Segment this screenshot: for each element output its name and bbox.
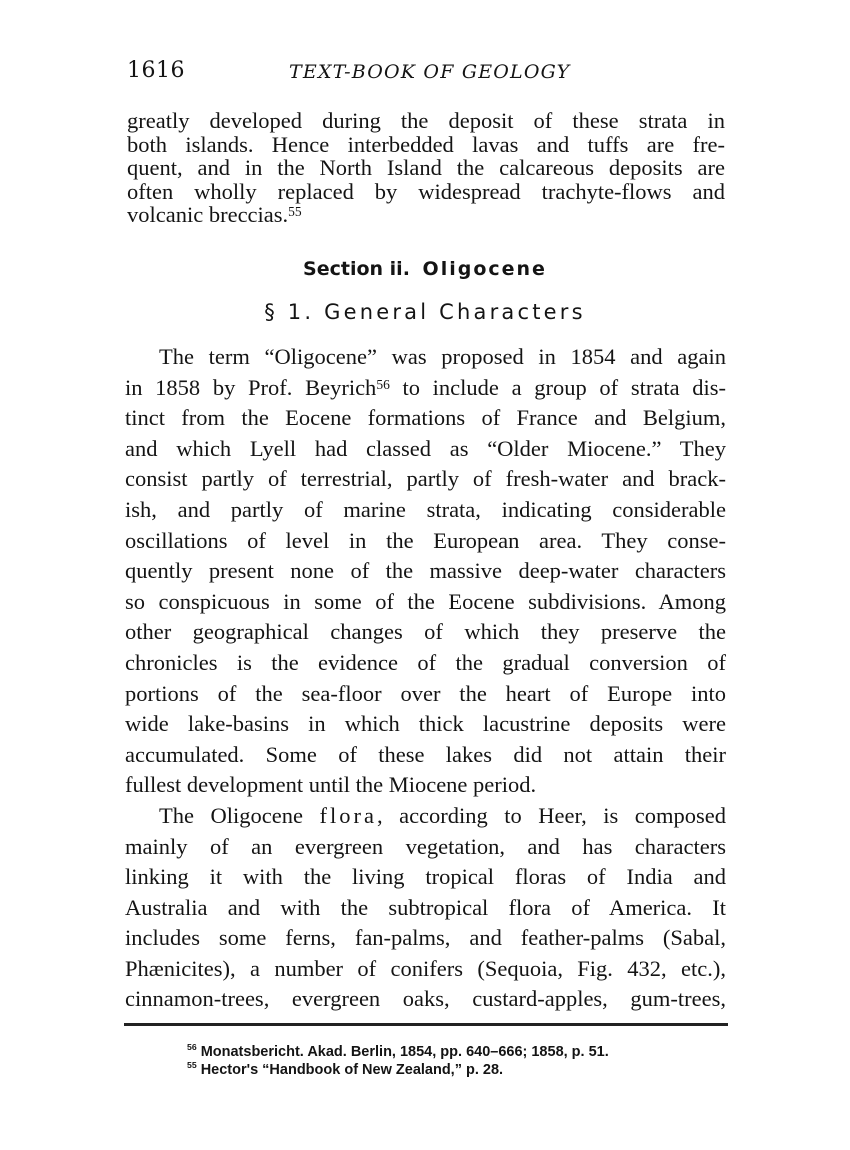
text-line: The term “Oligocene” was proposed in 1854 and again <box>159 344 726 369</box>
text-fragment: in 1858 by Prof. Beyrich <box>125 374 377 400</box>
text-line: greatly developed during the deposit of these strata in <box>127 108 725 133</box>
text-line: chronicles is the evidence of the gradual conversion of <box>125 649 726 675</box>
text-line: cinnamon-trees, evergreen oaks, custard-apples, gum-trees, <box>125 986 726 1012</box>
text-line: includes some ferns, fan-palms, and feather-palms (Sabal, <box>125 925 726 951</box>
section-prefix: Section ii. <box>303 258 410 280</box>
footnote-mark: 55 <box>187 1060 197 1070</box>
text-line: consist partly of terrestrial, partly of fresh-water and brack- <box>125 466 726 492</box>
section-heading <box>0 258 850 280</box>
text-line <box>125 373 726 404</box>
footnote-rule <box>124 1023 728 1026</box>
text-line: portions of the sea-floor over the heart of Europe into <box>125 680 726 706</box>
text-line: both islands. Hence interbedded lavas and tuffs are fre- <box>127 131 725 157</box>
text-fragment: volcanic breccias. <box>127 202 289 227</box>
footnote-ref: 55 <box>288 204 302 219</box>
body-text <box>125 342 726 1015</box>
spaced-word: flora <box>319 802 377 828</box>
text-line: accumulated. Some of these lakes did not attain their <box>125 741 726 767</box>
footnote <box>187 1043 747 1061</box>
text-line: so conspicuous in some of the Eocene subdivisions. Among <box>125 588 726 614</box>
text-line: Australia and with the subtropical flora of America. It <box>125 894 726 920</box>
text-line: quently present none of the massive deep-water characters <box>125 558 726 584</box>
subsection-heading: § 1. General Characters <box>264 300 586 324</box>
footnote <box>187 1061 747 1079</box>
text-line: Phænicites), a number of conifers (Sequoia, Fig. 432, etc.), <box>125 955 726 981</box>
footnotes <box>187 1043 747 1079</box>
text-line: mainly of an evergreen vegetation, and has characters <box>125 833 726 859</box>
text-line: often wholly replaced by widespread trachyte-flows and <box>127 178 725 204</box>
footnote-text: Monatsbericht. Akad. Berlin, 1854, pp. 640–666; 1858, p. 51. <box>200 1044 609 1060</box>
text-line: oscillations of level in the European area. They conse- <box>125 527 726 553</box>
running-head <box>127 58 725 92</box>
text-line <box>127 203 725 227</box>
text-line: tinct from the Eocene formations of France and Belgium, <box>125 405 726 431</box>
section-title: Oligocene <box>422 258 547 280</box>
text-line: other geographical changes of which they preserve the <box>125 619 726 645</box>
text-line: and which Lyell had classed as “Older Miocene.” They <box>125 435 726 461</box>
footnote-text: Hector's “Handbook of New Zealand,” p. 28. <box>200 1062 504 1078</box>
text-line: ish, and partly of marine strata, indicating considerable <box>125 496 726 522</box>
page-number: 1616 <box>127 58 185 83</box>
text-line: quent, and in the North Island the calcareous deposits are <box>127 155 725 180</box>
text-line: wide lake-basins in which thick lacustrine deposits were <box>125 711 726 737</box>
intro-paragraph <box>127 109 725 227</box>
footnote-mark: 56 <box>187 1042 197 1052</box>
text-fragment: The Oligocene <box>159 802 320 828</box>
text-line: linking it with the living tropical floras of India and <box>125 864 726 890</box>
text-line: fullest development until the Miocene period. <box>125 772 537 798</box>
footnote-ref: 56 <box>376 376 390 392</box>
text-fragment: to include a group of strata dis- <box>389 374 726 400</box>
text-fragment: , according to Heer, is composed <box>376 802 726 828</box>
text-line <box>125 801 726 832</box>
running-title: TEXT-BOOK OF GEOLOGY <box>289 61 571 83</box>
